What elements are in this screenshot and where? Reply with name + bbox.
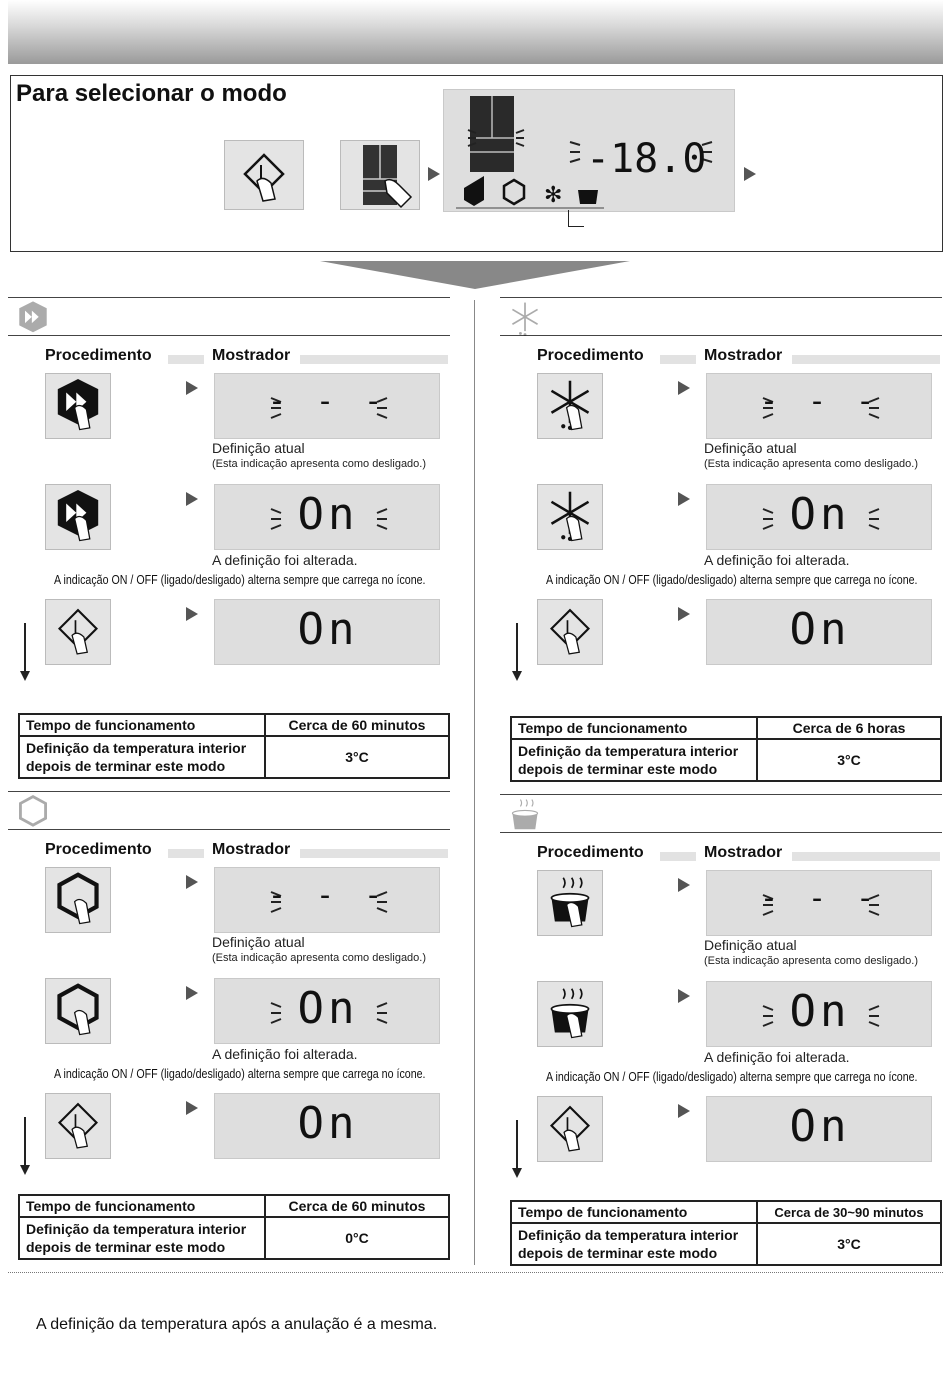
table-row (511, 717, 941, 739)
mode-button-hexagon-mode[interactable] (45, 867, 111, 933)
time-value: Cerca de 60 minutos (265, 1195, 449, 1217)
mode-button-cooling-pot[interactable] (537, 870, 603, 936)
display-on-value: On (789, 1101, 851, 1152)
procedure-header: Procedimento (537, 844, 644, 861)
display-off-value: - - - (267, 384, 389, 419)
header-bar-left (168, 849, 204, 858)
column-divider (474, 300, 475, 1265)
temp-label (19, 1217, 265, 1259)
arrow-right-icon (186, 1101, 198, 1115)
display-off-value: - - - (267, 878, 389, 913)
lcd-on (706, 981, 932, 1047)
fast-forward-icon (46, 485, 110, 549)
display-on-value: On (789, 986, 851, 1037)
hexagon-icon (46, 868, 110, 932)
svg-text:✻: ✻ (544, 182, 563, 207)
arrow-right-icon (186, 875, 198, 889)
header-bar-left (168, 355, 204, 364)
time-value: Cerca de 6 horas (757, 717, 941, 739)
display-on-value: On (297, 983, 359, 1034)
time-label: Tempo de funcionamento (511, 1201, 757, 1223)
down-arrow-line (516, 1120, 518, 1170)
current-setting-note: (Esta indicação apresenta como desligado.) (212, 458, 427, 470)
section-rule-bottom (500, 335, 942, 336)
section-rule-bottom (8, 335, 450, 336)
touch-button[interactable] (537, 599, 603, 665)
header-bar-right (792, 852, 940, 861)
down-arrow-icon (512, 671, 522, 681)
lcd-on-steady (706, 1096, 932, 1162)
time-label: Tempo de funcionamento (19, 1195, 265, 1217)
control-panel-display (443, 89, 735, 212)
display-header: Mostrador (212, 841, 291, 858)
mode-button-super-freeze[interactable] (537, 484, 603, 550)
section-fast-forward-icon (10, 298, 56, 338)
lcd-on-steady (214, 599, 440, 665)
touch-diamond-icon (225, 141, 303, 209)
header-bar-left (660, 355, 696, 364)
mode-button-hexagon-mode[interactable] (45, 978, 111, 1044)
toggle-note: A indicação ON / OFF (ligado/desligado) alterna sempre que carrega no ícone. (54, 1066, 426, 1081)
display-on-value: On (789, 604, 851, 655)
display-off-value: - - - (759, 384, 881, 419)
footer-note: A definição da temperatura após a anulação é a mesma. (36, 1316, 438, 1333)
changed-label: A definição foi alterada. (212, 552, 358, 568)
lcd-off (706, 373, 932, 439)
lcd-on-steady (706, 599, 932, 665)
temp-value: 3°C (757, 1223, 941, 1265)
arrow-right-icon (678, 1104, 690, 1118)
down-arrow-line (24, 1117, 26, 1167)
header-bar-right (792, 355, 940, 364)
panel-temperature: -18.0 (586, 136, 707, 182)
display-on-value: On (789, 489, 851, 540)
down-arrow-icon (512, 1168, 522, 1178)
table-row (19, 736, 449, 778)
display-on-value: On (297, 604, 359, 655)
header-bar (8, 0, 943, 64)
changed-label: A definição foi alterada. (212, 1046, 358, 1062)
arrow-right-icon (428, 167, 440, 181)
pot-icon (538, 871, 602, 935)
changed-label: A definição foi alterada. (704, 552, 850, 568)
touch-button[interactable] (45, 599, 111, 665)
temp-label-line1: Definição da temperatura interior (26, 1221, 247, 1237)
table-row (511, 1201, 941, 1223)
mode-button-quick-freeze[interactable] (45, 484, 111, 550)
toggle-note: A indicação ON / OFF (ligado/desligado) alterna sempre que carrega no ícone. (546, 1069, 918, 1084)
time-value: Cerca de 60 minutos (265, 714, 449, 736)
fast-forward-icon (46, 374, 110, 438)
lcd-on (214, 484, 440, 550)
touch-button-tile[interactable] (224, 140, 304, 210)
current-setting-label: Definição atual (704, 937, 797, 953)
section-rule-top (500, 297, 942, 298)
touch-diamond-icon (46, 600, 110, 664)
arrow-right-icon (186, 986, 198, 1000)
display-header: Mostrador (704, 844, 783, 861)
header-bar-right (300, 355, 448, 364)
arrow-right-icon (186, 492, 198, 506)
page-title: Para selecionar o modo (16, 80, 287, 107)
info-table (510, 716, 942, 782)
fridge-tile[interactable] (340, 140, 420, 210)
time-label: Tempo de funcionamento (511, 717, 757, 739)
mode-button-quick-freeze[interactable] (45, 373, 111, 439)
fridge-icon (341, 141, 419, 209)
down-arrow-icon (20, 671, 30, 681)
divider-dotted (8, 1272, 943, 1273)
table-row (19, 1217, 449, 1259)
arrow-right-icon (744, 167, 756, 181)
toggle-note: A indicação ON / OFF (ligado/desligado) alterna sempre que carrega no ícone. (54, 572, 426, 587)
display-on-value: On (297, 1098, 359, 1149)
temp-label-line1: Definição da temperatura interior (26, 740, 247, 756)
time-value: Cerca de 30~90 minutos (757, 1201, 941, 1223)
table-row (511, 1223, 941, 1265)
info-table (18, 713, 450, 779)
touch-diamond-icon (538, 600, 602, 664)
lcd-on (706, 484, 932, 550)
arrow-right-icon (186, 607, 198, 621)
temp-label-line2: depois de terminar este modo (26, 758, 226, 774)
big-down-arrow-icon (320, 261, 630, 291)
pot-icon (538, 982, 602, 1046)
temp-label-line2: depois de terminar este modo (26, 1239, 226, 1255)
temp-label-line1: Definição da temperatura interior (518, 743, 739, 759)
lcd-on-steady (214, 1093, 440, 1159)
procedure-header: Procedimento (45, 347, 152, 364)
arrow-right-icon (678, 878, 690, 892)
procedure-header: Procedimento (45, 841, 152, 858)
time-label: Tempo de funcionamento (19, 714, 265, 736)
section-rule-top (500, 794, 942, 795)
display-header: Mostrador (212, 347, 291, 364)
temp-label (511, 1223, 757, 1265)
info-table (510, 1200, 942, 1266)
current-setting-note: (Esta indicação apresenta como desligado.) (704, 458, 919, 470)
toggle-note: A indicação ON / OFF (ligado/desligado) alterna sempre que carrega no ícone. (546, 572, 918, 587)
touch-diamond-icon (46, 1094, 110, 1158)
temp-value: 3°C (757, 739, 941, 781)
section-rule-top (8, 791, 450, 792)
lcd-off (214, 867, 440, 933)
arrow-right-icon (678, 492, 690, 506)
info-table (18, 1194, 450, 1260)
current-setting-label: Definição atual (212, 934, 305, 950)
header-bar-left (660, 852, 696, 861)
temp-label (19, 736, 265, 778)
lcd-off (214, 373, 440, 439)
section-rule-bottom (500, 832, 942, 833)
current-setting-label: Definição atual (704, 440, 797, 456)
temp-label-line2: depois de terminar este modo (518, 761, 718, 777)
table-row (19, 714, 449, 736)
temp-value: 0°C (265, 1217, 449, 1259)
changed-label: A definição foi alterada. (704, 1049, 850, 1065)
temp-value: 3°C (265, 736, 449, 778)
arrow-right-icon (678, 989, 690, 1003)
lcd-on (214, 978, 440, 1044)
touch-button[interactable] (537, 1096, 603, 1162)
arrow-right-icon (678, 381, 690, 395)
header-bar-right (300, 849, 448, 858)
procedure-header: Procedimento (537, 347, 644, 364)
section-rule-top (8, 297, 450, 298)
display-on-value: On (297, 489, 359, 540)
panel-lcd-graphic (444, 90, 734, 211)
temp-label-line1: Definição da temperatura interior (518, 1227, 739, 1243)
snowflake-icon (538, 374, 602, 438)
callout-line (568, 210, 569, 226)
temp-label-line2: depois de terminar este modo (518, 1245, 718, 1261)
mode-button-cooling-pot[interactable] (537, 981, 603, 1047)
down-arrow-line (516, 623, 518, 673)
down-arrow-icon (20, 1165, 30, 1175)
arrow-right-icon (186, 381, 198, 395)
current-setting-label: Definição atual (212, 440, 305, 456)
touch-button[interactable] (45, 1093, 111, 1159)
lcd-off (706, 870, 932, 936)
down-arrow-line (24, 623, 26, 673)
mode-button-super-freeze[interactable] (537, 373, 603, 439)
section-hexagon-icon (10, 792, 56, 832)
current-setting-note: (Esta indicação apresenta como desligado.) (212, 952, 427, 964)
touch-diamond-icon (538, 1097, 602, 1161)
temp-label (511, 739, 757, 781)
display-header: Mostrador (704, 347, 783, 364)
snowflake-icon (538, 485, 602, 549)
hexagon-icon (46, 979, 110, 1043)
current-setting-note: (Esta indicação apresenta como desligado.) (704, 955, 919, 967)
section-rule-bottom (8, 829, 450, 830)
callout-line-h (568, 226, 584, 227)
table-row (511, 739, 941, 781)
display-off-value: - - - (759, 881, 881, 916)
section-snowflake-icon (502, 298, 548, 338)
section-pot-icon (502, 795, 548, 835)
table-row (19, 1195, 449, 1217)
arrow-right-icon (678, 607, 690, 621)
